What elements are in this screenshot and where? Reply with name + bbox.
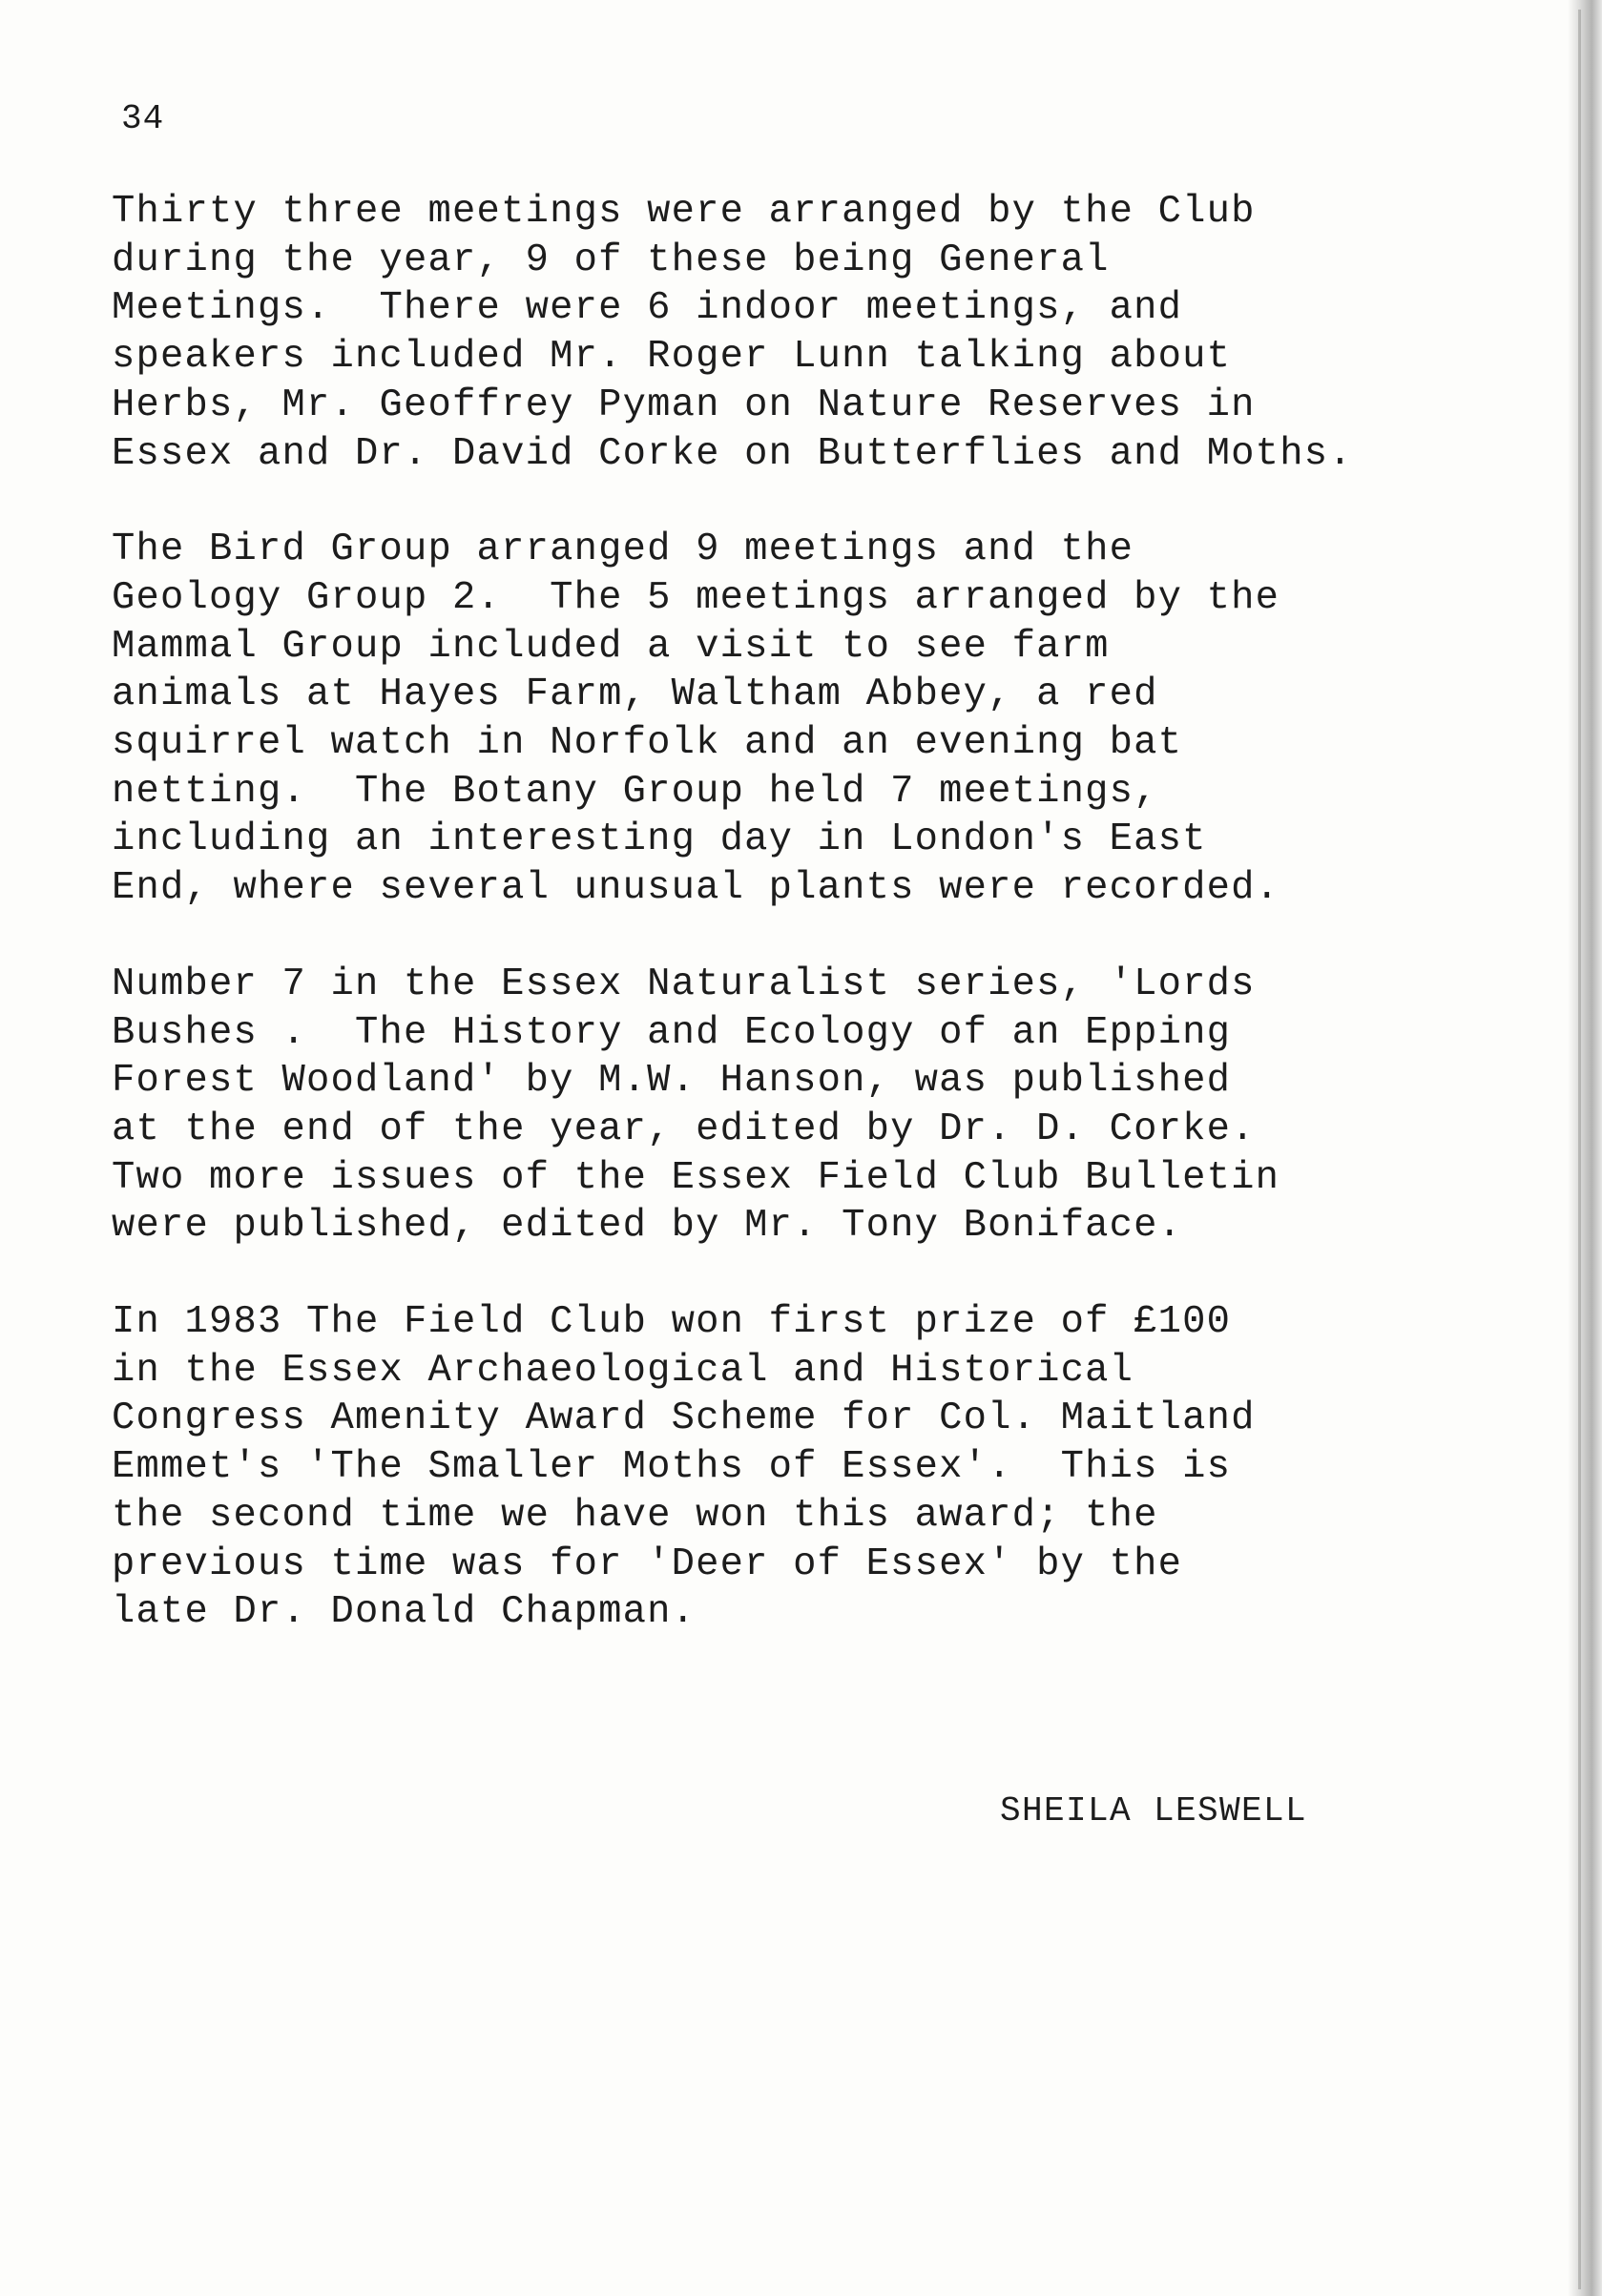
paragraph-publications (112, 961, 1581, 1251)
text-line: during the year, 9 of these being General (112, 238, 1110, 282)
text-line: in the Essex Archaeological and Historical (112, 1348, 1134, 1393)
text-line: End, where several unusual plants were recorded. (112, 866, 1280, 911)
text-line: Emmet's 'The Smaller Moths of Essex'. This is (112, 1445, 1232, 1490)
text-line: late Dr. Donald Chapman. (112, 1590, 697, 1635)
text-line: Two more issues of the Essex Field Club Bulletin (112, 1155, 1280, 1200)
text-line: The Bird Group arranged 9 meetings and the (112, 527, 1134, 572)
text-line: Essex and Dr. David Corke on Butterflies and Moths. (112, 431, 1353, 476)
paragraph-award (112, 1298, 1581, 1637)
text-line: Number 7 in the Essex Naturalist series, 'Lords (112, 962, 1256, 1006)
paragraph-groups (112, 526, 1581, 913)
text-line: were published, edited by Mr. Tony Boniface. (112, 1204, 1183, 1249)
text-line: speakers included Mr. Roger Lunn talking about (112, 335, 1232, 380)
text-line: animals at Hayes Farm, Waltham Abbey, a red (112, 672, 1158, 717)
text-line: squirrel watch in Norfolk and an evening bat (112, 721, 1183, 766)
text-line: Herbs, Mr. Geoffrey Pyman on Nature Reserves in (112, 383, 1256, 427)
text-line: Thirty three meetings were arranged by the Club (112, 190, 1256, 234)
text-line: previous time was for 'Deer of Essex' by the (112, 1541, 1183, 1586)
paragraph-meetings (112, 188, 1581, 478)
text-line: at the end of the year, edited by Dr. D. Corke. (112, 1107, 1256, 1151)
page-number: 34 (121, 99, 165, 138)
text-line: Congress Amenity Award Scheme for Col. Maitland (112, 1396, 1256, 1441)
body-text (112, 188, 1581, 1685)
text-line: Mammal Group included a visit to see farm (112, 624, 1110, 669)
text-line: Meetings. There were 6 indoor meetings, and (112, 286, 1183, 331)
text-line: the second time we have won this award; the (112, 1493, 1158, 1538)
text-line: netting. The Botany Group held 7 meetings, (112, 769, 1158, 814)
text-line: Forest Woodland' by M.W. Hanson, was published (112, 1059, 1232, 1104)
text-line: In 1983 The Field Club won first prize of £100 (112, 1300, 1232, 1345)
text-line: including an interesting day in London's East (112, 817, 1207, 862)
signature: SHEILA LESWELL (1000, 1791, 1308, 1831)
text-line: Geology Group 2. The 5 meetings arranged by the (112, 575, 1280, 620)
text-line: Bushes . The History and Ecology of an Epping (112, 1010, 1232, 1055)
